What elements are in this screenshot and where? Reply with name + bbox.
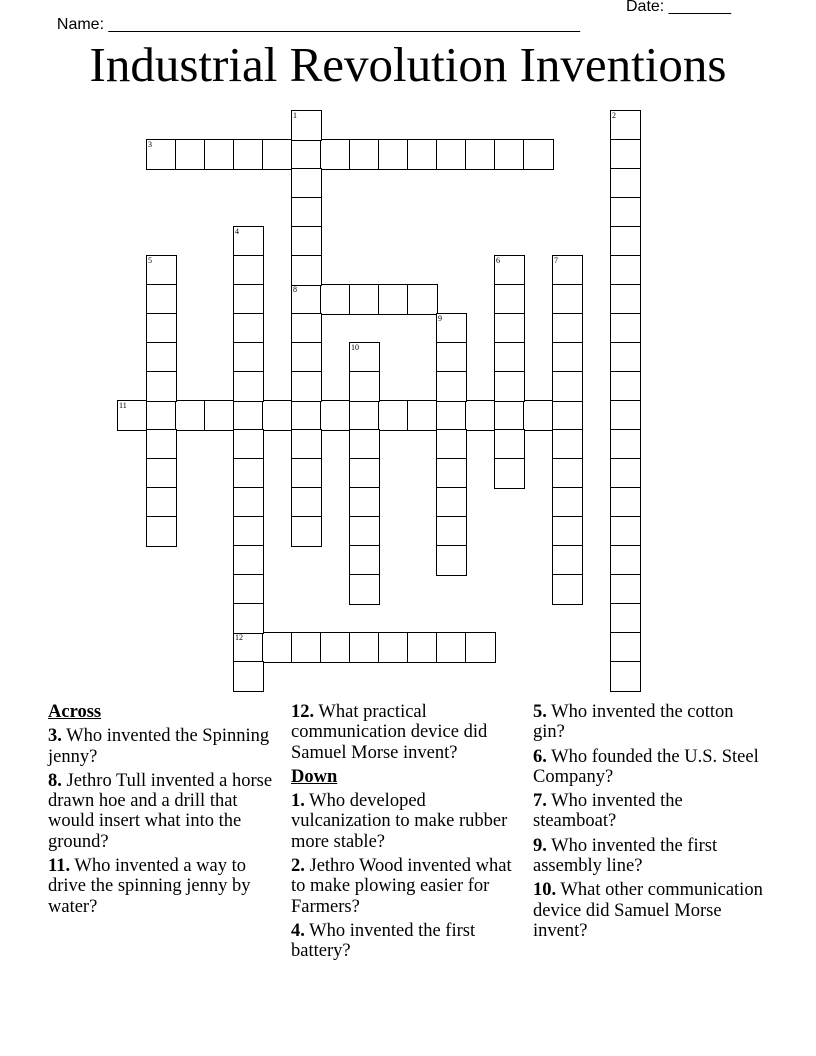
crossword-cell[interactable] <box>610 139 641 170</box>
clue-number: 8. <box>48 770 62 791</box>
crossword-cell[interactable] <box>494 400 525 431</box>
crossword-cell[interactable] <box>378 400 409 431</box>
crossword-cell[interactable] <box>233 632 264 663</box>
crossword-cell[interactable] <box>233 255 264 286</box>
crossword-cell[interactable] <box>552 342 583 373</box>
crossword-cell[interactable] <box>117 400 148 431</box>
crossword-cell[interactable] <box>610 400 641 431</box>
crossword-cell[interactable] <box>349 342 380 373</box>
clue-number: 4. <box>291 920 305 941</box>
crossword-cell[interactable] <box>610 342 641 373</box>
crossword-cell[interactable] <box>494 371 525 402</box>
crossword-cell[interactable] <box>146 255 177 286</box>
crossword-cell[interactable] <box>610 255 641 286</box>
crossword-cell[interactable] <box>233 284 264 315</box>
crossword-cell[interactable] <box>291 255 322 286</box>
crossword-cell[interactable] <box>233 458 264 489</box>
crossword-cell[interactable] <box>146 313 177 344</box>
crossword-cell[interactable] <box>146 371 177 402</box>
crossword-cell[interactable] <box>320 632 351 663</box>
clues-column-1 <box>48 702 280 921</box>
crossword-cell[interactable] <box>291 139 322 170</box>
crossword-cell[interactable] <box>233 487 264 518</box>
cell-number-label: 6 <box>496 256 500 265</box>
crossword-cell[interactable] <box>465 400 496 431</box>
crossword-cell[interactable] <box>610 313 641 344</box>
crossword-cell[interactable] <box>436 371 467 402</box>
crossword-cell[interactable] <box>349 545 380 576</box>
clue-across-8 <box>48 771 280 852</box>
crossword-cell[interactable] <box>610 429 641 460</box>
cell-number-label: 12 <box>235 633 243 642</box>
crossword-cell[interactable] <box>349 574 380 605</box>
crossword-cell[interactable] <box>291 284 322 315</box>
cell-number-label: 3 <box>148 140 152 149</box>
crossword-cell[interactable] <box>291 197 322 228</box>
crossword-cell[interactable] <box>262 632 293 663</box>
crossword-cell[interactable] <box>436 313 467 344</box>
crossword-cell[interactable] <box>291 458 322 489</box>
clue-text: Who invented a way to drive the spinning jenny by water? <box>48 856 251 917</box>
crossword-cell[interactable] <box>291 110 322 141</box>
clue-number: 9. <box>533 835 547 856</box>
crossword-cell[interactable] <box>262 139 293 170</box>
crossword-cell[interactable] <box>436 458 467 489</box>
crossword-cell[interactable] <box>349 284 380 315</box>
cell-number-label: 10 <box>351 343 359 352</box>
crossword-cell[interactable] <box>610 574 641 605</box>
crossword-cell[interactable] <box>291 226 322 257</box>
clue-down-6 <box>533 747 769 788</box>
crossword-cell[interactable] <box>552 313 583 344</box>
clue-number: 11. <box>48 856 71 877</box>
crossword-cell[interactable] <box>378 632 409 663</box>
crossword-cell[interactable] <box>204 139 235 170</box>
cell-number-label: 11 <box>119 401 127 410</box>
crossword-cell[interactable] <box>349 632 380 663</box>
clue-down-9 <box>533 836 769 877</box>
crossword-cell[interactable] <box>233 400 264 431</box>
crossword-cell[interactable] <box>407 400 438 431</box>
crossword-cell[interactable] <box>552 545 583 576</box>
crossword-cell[interactable] <box>349 371 380 402</box>
crossword-cell[interactable] <box>233 545 264 576</box>
crossword-cell[interactable] <box>291 632 322 663</box>
crossword-cell[interactable] <box>494 429 525 460</box>
crossword-cell[interactable] <box>291 342 322 373</box>
crossword-cell[interactable] <box>610 371 641 402</box>
crossword-cell[interactable] <box>552 400 583 431</box>
down-heading: Down <box>291 766 338 787</box>
crossword-cell[interactable] <box>262 400 293 431</box>
crossword-cell[interactable] <box>233 342 264 373</box>
crossword-cell[interactable] <box>320 284 351 315</box>
crossword-cell[interactable] <box>494 313 525 344</box>
crossword-cell[interactable] <box>552 371 583 402</box>
crossword-cell[interactable] <box>552 429 583 460</box>
cell-number-label: 4 <box>235 227 239 236</box>
crossword-cell[interactable] <box>407 632 438 663</box>
crossword-cell[interactable] <box>610 632 641 663</box>
crossword-cell[interactable] <box>146 487 177 518</box>
crossword-cell[interactable] <box>146 284 177 315</box>
crossword-cell[interactable] <box>349 400 380 431</box>
crossword-cell[interactable] <box>436 429 467 460</box>
across-heading: Across <box>48 702 102 722</box>
crossword-cell[interactable] <box>610 284 641 315</box>
crossword-cell[interactable] <box>378 139 409 170</box>
crossword-cell[interactable] <box>378 284 409 315</box>
clue-across-11 <box>48 856 280 917</box>
crossword-cell[interactable] <box>610 516 641 547</box>
crossword-cell[interactable] <box>349 429 380 460</box>
crossword-cell[interactable] <box>552 255 583 286</box>
crossword-cell[interactable] <box>552 516 583 547</box>
crossword-cell[interactable] <box>436 487 467 518</box>
crossword-cell[interactable] <box>233 313 264 344</box>
cell-number-label: 5 <box>148 256 152 265</box>
clue-down-10 <box>533 880 769 941</box>
clue-number: 6. <box>533 746 547 767</box>
crossword-cell[interactable] <box>175 400 206 431</box>
crossword-cell[interactable] <box>436 400 467 431</box>
crossword-cell[interactable] <box>233 603 264 634</box>
crossword-cell[interactable] <box>436 516 467 547</box>
crossword-cell[interactable] <box>204 400 235 431</box>
crossword-cell[interactable] <box>175 139 206 170</box>
crossword-cell[interactable] <box>465 632 496 663</box>
crossword-cell[interactable] <box>349 139 380 170</box>
crossword-cell[interactable] <box>291 400 322 431</box>
crossword-cell[interactable] <box>233 574 264 605</box>
crossword-cell[interactable] <box>523 400 554 431</box>
cell-number-label: 2 <box>612 111 616 120</box>
clue-number: 12. <box>291 702 315 722</box>
clues-column-2 <box>291 702 523 966</box>
clue-number: 5. <box>533 702 547 722</box>
clue-text: Who invented the steamboat? <box>533 791 683 832</box>
crossword-cell[interactable] <box>349 487 380 518</box>
clue-text: What practical communication device did Samuel Morse invent? <box>291 702 488 763</box>
clue-text: Who developed vulcanization to make rubber more stable? <box>291 791 508 852</box>
crossword-cell[interactable] <box>291 516 322 547</box>
crossword-cell[interactable] <box>610 603 641 634</box>
clue-number: 10. <box>533 880 557 901</box>
crossword-cell[interactable] <box>146 342 177 373</box>
crossword-cell[interactable] <box>610 168 641 199</box>
crossword-cell[interactable] <box>436 632 467 663</box>
clue-number: 3. <box>48 726 62 747</box>
crossword-cell[interactable] <box>610 226 641 257</box>
crossword-cell[interactable] <box>494 255 525 286</box>
cell-number-label: 1 <box>293 111 297 120</box>
name-field-label[interactable]: Name: _____________________________________________________ <box>56 16 581 33</box>
crossword-cell[interactable] <box>320 139 351 170</box>
crossword-cell[interactable] <box>436 545 467 576</box>
crossword-cell[interactable] <box>233 516 264 547</box>
clue-down-2 <box>291 856 523 917</box>
crossword-cell[interactable] <box>610 661 641 692</box>
crossword-cell[interactable] <box>523 139 554 170</box>
crossword-cell[interactable] <box>146 516 177 547</box>
crossword-cell[interactable] <box>233 226 264 257</box>
crossword-cell[interactable] <box>291 313 322 344</box>
crossword-cell[interactable] <box>349 458 380 489</box>
clue-text: Jethro Tull invented a horse drawn hoe and a drill that would insert what into the ground? <box>48 770 273 852</box>
crossword-cell[interactable] <box>349 516 380 547</box>
crossword-cell[interactable] <box>552 574 583 605</box>
clue-text: Who invented the first battery? <box>291 920 476 962</box>
crossword-cell[interactable] <box>146 429 177 460</box>
clue-text: What other communication device did Samuel Morse invent? <box>533 880 763 941</box>
crossword-cell[interactable] <box>233 429 264 460</box>
clue-text: Who invented the cotton gin? <box>533 702 734 743</box>
crossword-cell[interactable] <box>291 371 322 402</box>
cell-number-label: 9 <box>438 314 442 323</box>
clue-down-7 <box>533 791 769 832</box>
crossword-cell[interactable] <box>494 139 525 170</box>
crossword-cell[interactable] <box>610 197 641 228</box>
clue-text: Who founded the U.S. Steel Company? <box>533 746 759 787</box>
cell-number-label: 7 <box>554 256 558 265</box>
date-field-label[interactable]: Date: _______ <box>626 0 731 15</box>
crossword-cell[interactable] <box>233 139 264 170</box>
crossword-cell[interactable] <box>146 139 177 170</box>
crossword-cell[interactable] <box>552 458 583 489</box>
crossword-cell[interactable] <box>494 458 525 489</box>
page-title: Industrial Revolution Inventions <box>89 37 727 92</box>
cell-number-label: 8 <box>293 285 297 294</box>
crossword-cell[interactable] <box>610 458 641 489</box>
clue-number: 1. <box>291 791 305 812</box>
crossword-cell[interactable] <box>407 284 438 315</box>
crossword-cell[interactable] <box>494 342 525 373</box>
crossword-cell[interactable] <box>291 429 322 460</box>
clue-down-4 <box>291 921 523 962</box>
crossword-cell[interactable] <box>436 139 467 170</box>
crossword-cell[interactable] <box>610 110 641 141</box>
crossword-cell[interactable] <box>233 371 264 402</box>
crossword-cell[interactable] <box>146 458 177 489</box>
clue-text: Jethro Wood invented what to make plowing easier for Farmers? <box>291 856 512 917</box>
clue-across-3 <box>48 726 280 767</box>
crossword-cell[interactable] <box>291 487 322 518</box>
clue-text: Who invented the Spinning jenny? <box>48 726 270 767</box>
crossword-cell[interactable] <box>552 284 583 315</box>
crossword-cell[interactable] <box>233 661 264 692</box>
crossword-cell[interactable] <box>320 400 351 431</box>
clue-number: 7. <box>533 791 547 812</box>
crossword-cell[interactable] <box>436 342 467 373</box>
crossword-cell[interactable] <box>146 400 177 431</box>
crossword-cell[interactable] <box>610 545 641 576</box>
name-date-line <box>48 0 768 33</box>
clue-down-1 <box>291 791 523 852</box>
crossword-cell[interactable] <box>291 168 322 199</box>
clue-across-12 <box>291 702 523 763</box>
crossword-cell[interactable] <box>610 487 641 518</box>
clue-number: 2. <box>291 856 305 877</box>
clue-text: Who invented the first assembly line? <box>533 835 718 877</box>
crossword-cell[interactable] <box>407 139 438 170</box>
crossword-cell[interactable] <box>465 139 496 170</box>
clue-down-5 <box>533 702 769 743</box>
crossword-cell[interactable] <box>552 487 583 518</box>
crossword-cell[interactable] <box>494 284 525 315</box>
clues-column-3 <box>533 702 769 945</box>
